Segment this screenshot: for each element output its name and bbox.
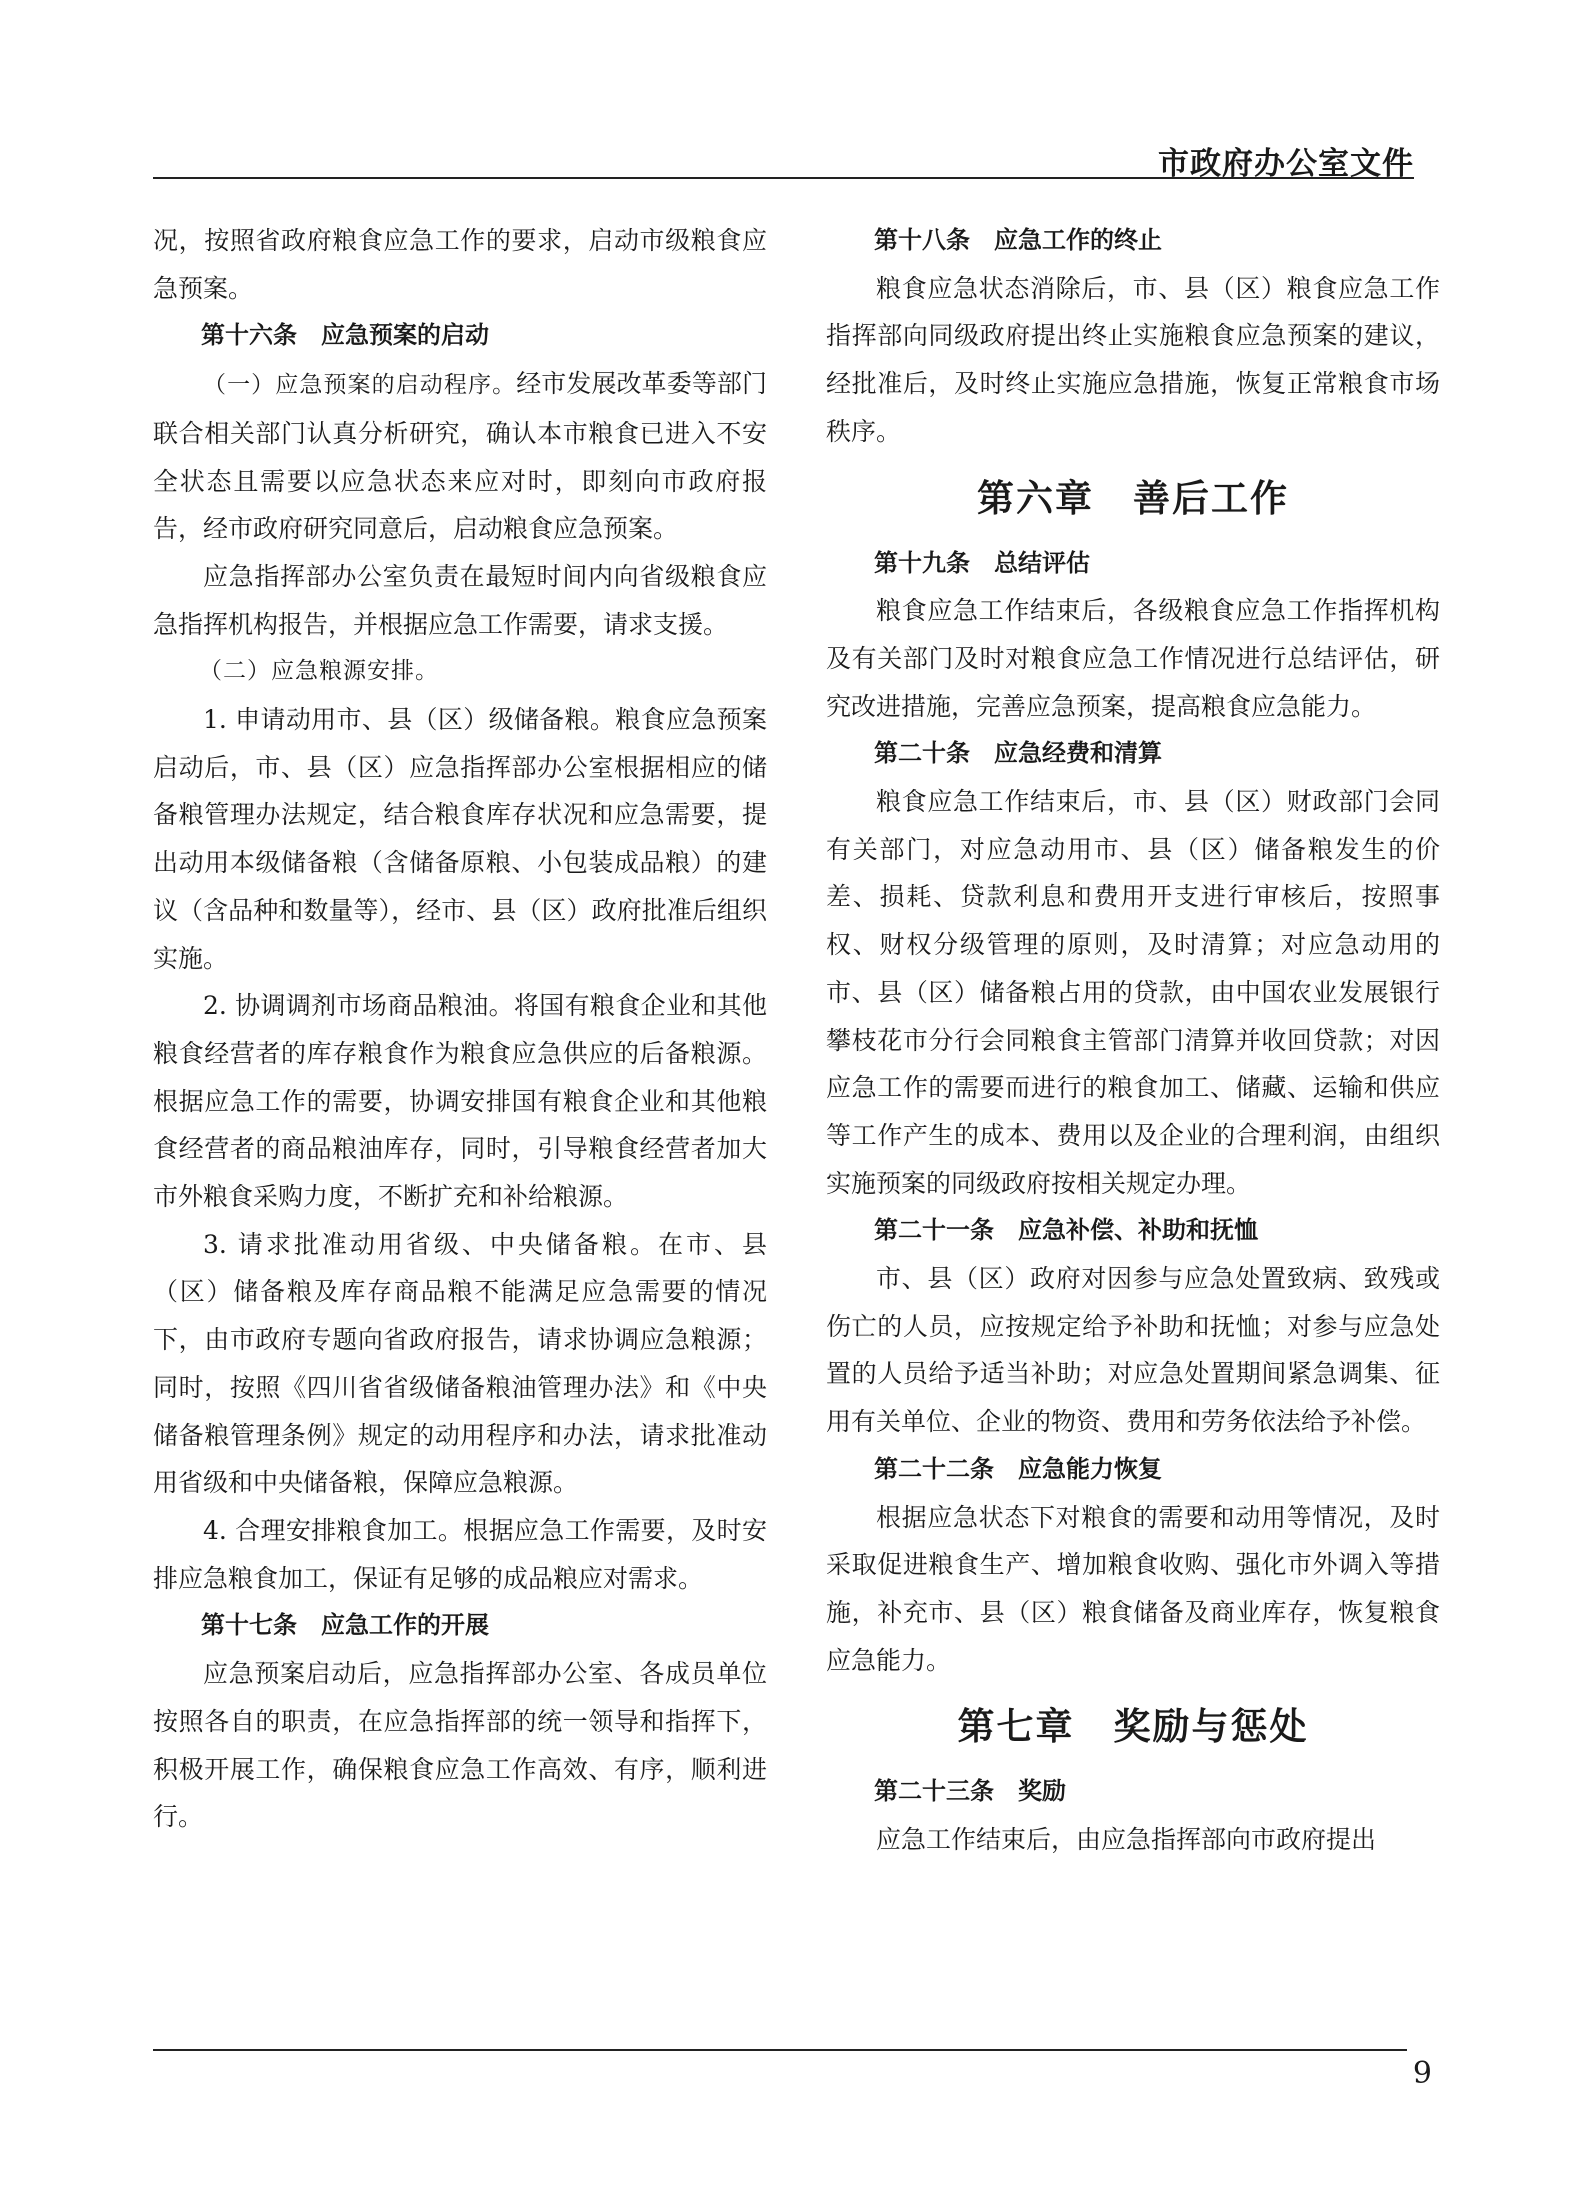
- chapter-6-title: 第六章 善后工作: [977, 475, 1289, 520]
- item-2: 2. 协调调剂市场商品粮油。将国有粮食企业和其他粮食经营者的库存粮食作为粮食应急供应的后备粮源。根据应急工作的需要，协调安排国有粮食企业和其他粮食经营者的商品粮油库存，同时，引导粮食经营者加大市外粮食采购力度，不断扩充和补给粮源。: [153, 991, 767, 1212]
- header-title: 市政府办公室文件: [1158, 146, 1414, 182]
- paragraph-office-report: 应急指挥部办公室负责在最短时间内向省级粮食应急指挥机构报告，并根据应急工作需要，请求支援。: [153, 561, 767, 639]
- subheading-start-procedure: （一）应急预案的启动程序。: [203, 372, 517, 399]
- item-1: 1. 申请动用市、县（区）级储备粮。粮食应急预案启动后，市、县（区）应急指挥部办公室根据相应的储备粮管理办法规定，结合粮食库存状况和应急需要，提出动用本级储备粮（含储备原粮、小包装成品粮）的建议（含品种和数量等），经市、县（区）政府批准后组织实施。: [153, 705, 767, 973]
- article-20-text: 粮食应急工作结束后，市、县（区）财政部门会同有关部门，对应急动用市、县（区）储备粮发生的价差、损耗、贷款利息和费用开支进行审核后，按照事权、财权分级管理的原则，及时清算；对应急动用的市、县（区）储备粮占用的贷款，由中国农业发展银行攀枝花市分行会同粮食主管部门清算并收回贷款；对因应急工作的需要而进行的粮食加工、储藏、运输和供应等工作产生的成本、费用以及企业的合理利润，由组织实施预案的同级政府按相关规定办理。: [826, 787, 1440, 1198]
- item-3: 3. 请求批准动用省级、中央储备粮。在市、县（区）储备粮及库存商品粮不能满足应急需要的情况下，由市政府专题向省政府报告，请求协调应急粮源；同时，按照《四川省省级储备粮油管理办法》和《中央储备粮管理条例》规定的动用程序和办法，请求批准动用省级和中央储备粮，保障应急粮源。: [153, 1229, 767, 1498]
- article-16-procedure: [153, 360, 767, 553]
- article-20-heading: 第二十条 应急经费和清算: [874, 739, 1162, 768]
- item-4: 4. 合理安排粮食加工。根据应急工作需要，及时安排应急粮食加工，保证有足够的成品粮应对需求。: [153, 1515, 767, 1593]
- article-23-text: 应急工作结束后，由应急指挥部向市政府提出: [876, 1825, 1377, 1855]
- subheading-grain-sources: （二）应急粮源安排。: [199, 658, 439, 685]
- article-19-text: 粮食应急工作结束后，各级粮食应急工作指挥机构及有关部门及时对粮食应急工作情况进行总结评估，研究改进措施，完善应急预案，提高粮食应急能力。: [826, 596, 1440, 721]
- article-21-heading: 第二十一条 应急补偿、补助和抚恤: [874, 1216, 1258, 1245]
- footer-rule: [153, 2049, 1407, 2051]
- article-23-heading: 第二十三条 奖励: [874, 1777, 1066, 1806]
- start-procedure-text: 经市发展改革委等部门联合相关部门认真分析研究，确认本市粮食已进入不安全状态且需要以应急状态来应对时，即刻向市政府报告，经市政府研究同意后，启动粮食应急预案。: [153, 369, 768, 544]
- article-18-text: 粮食应急状态消除后，市、县（区）粮食应急工作指挥部向同级政府提出终止实施粮食应急预案的建议，经批准后，及时终止实施应急措施，恢复正常粮食市场秩序。: [826, 273, 1440, 446]
- article-22-heading: 第二十二条 应急能力恢复: [874, 1454, 1162, 1483]
- article-21-text: 市、县（区）政府对因参与应急处置致病、致残或伤亡的人员，应按规定给予补助和抚恤；对参与应急处置的人员给予适当补助；对应急处置期间紧急调集、征用有关单位、企业的物资、费用和劳务依法给予补偿。: [826, 1264, 1440, 1437]
- article-16-heading: 第十六条 应急预案的启动: [201, 321, 489, 350]
- page-number: 9: [1412, 2056, 1432, 2091]
- article-19-heading: 第十九条 总结评估: [874, 548, 1090, 577]
- article-22-text: 根据应急状态下对粮食的需要和动用等情况，及时采取促进粮食生产、增加粮食收购、强化市外调入等措施，补充市、县（区）粮食储备及商业库存，恢复粮食应急能力。: [826, 1502, 1440, 1675]
- article-18-heading: 第十八条 应急工作的终止: [874, 226, 1162, 254]
- chapter-7-title: 第七章 奖励与惩处: [957, 1704, 1309, 1749]
- paragraph-continued: 况，按照省政府粮食应急工作的要求，启动市级粮食应急预案。: [153, 226, 767, 303]
- article-17-text: 应急预案启动后，应急指挥部办公室、各成员单位按照各自的职责，在应急指挥部的统一领导和指挥下，积极开展工作，确保粮食应急工作高效、有序，顺利进行。: [153, 1659, 767, 1832]
- left-column: [153, 217, 767, 1841]
- header-rule: [153, 177, 1414, 179]
- article-17-heading: 第十七条 应急工作的开展: [201, 1611, 489, 1640]
- right-column: [826, 217, 1440, 1864]
